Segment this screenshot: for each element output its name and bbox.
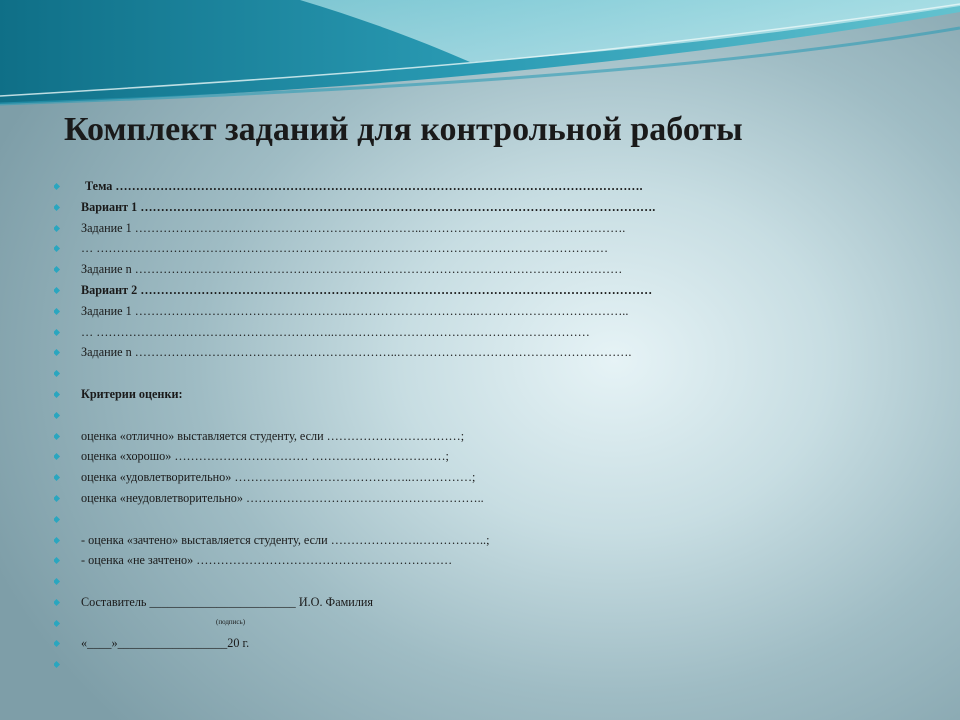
bullet-icon	[54, 599, 60, 606]
list-item	[54, 550, 934, 571]
list-item-text: Задание 1 ……………………………………………………………..……………………………..…………….	[81, 220, 626, 235]
bullet-icon	[54, 640, 60, 647]
list-item-text: - оценка «не зачтено» ………………………………………………………	[81, 553, 453, 568]
bullet-icon	[54, 308, 60, 315]
bullet-icon	[54, 557, 60, 564]
list-item-text: Вариант 1 ……………………………………………………………………………………………………………….	[81, 199, 656, 214]
list-item	[54, 426, 934, 447]
bullet-icon	[54, 370, 60, 377]
list-item	[54, 592, 934, 613]
list-item	[54, 571, 934, 592]
bullet-icon	[54, 266, 60, 273]
list-item-text: Тема ………………………………………………………………………………………………………………….	[85, 179, 643, 193]
list-item	[54, 405, 934, 426]
list-item-text: - оценка «зачтено» выставляется студенту, если ………………….……………..;	[81, 532, 490, 547]
bullet-icon	[54, 516, 60, 523]
list-item-text: оценка «отлично» выставляется студенту, если ……………………………;	[81, 428, 465, 443]
bullet-icon	[54, 204, 60, 211]
bullet-icon	[54, 660, 60, 667]
list-item	[54, 176, 934, 197]
header-wave-decoration	[0, 0, 960, 110]
bullet-icon	[54, 225, 60, 232]
list-item-text: Задание 1 ……………………………………………..…………………………..………………………………..	[81, 303, 629, 318]
bullet-icon	[54, 412, 60, 419]
content-list	[54, 176, 934, 674]
bullet-icon	[54, 391, 60, 398]
list-item	[54, 488, 934, 509]
bullet-icon	[54, 620, 60, 627]
list-item	[54, 238, 934, 259]
list-item-text: Критерии оценки:	[81, 386, 183, 401]
bullet-icon	[54, 287, 60, 294]
list-item	[54, 467, 934, 488]
list-item-text: Вариант 2 ………………………………………………………………………………………………………………	[81, 282, 653, 297]
bullet-icon	[54, 245, 60, 252]
list-item	[54, 259, 934, 280]
list-item-text: оценка «неудовлетворительно» …………………………………………………..	[81, 490, 484, 505]
list-item	[54, 613, 934, 633]
list-item	[54, 280, 934, 301]
list-item-text: Задание n …………………………………………………………………………………………………………	[81, 262, 623, 277]
bullet-icon	[54, 349, 60, 356]
list-item	[54, 363, 934, 384]
list-item-text: … …………………………………………………..………………………………………………………	[81, 324, 590, 339]
list-item	[54, 654, 934, 675]
bullet-icon	[54, 495, 60, 502]
bullet-icon	[54, 578, 60, 585]
list-item	[54, 322, 934, 343]
list-item-text: Составитель ________________________ И.О. Фамилия	[81, 594, 374, 609]
list-item-text: … ………………………………………………………………………………………………………………	[81, 241, 609, 256]
list-item	[54, 301, 934, 322]
list-item	[54, 509, 934, 530]
bullet-icon	[54, 537, 60, 544]
slide-title: Комплект заданий для контрольной работы	[64, 111, 743, 148]
list-item-text: оценка «хорошо» …………………………… ……………………………;	[81, 449, 449, 464]
list-item	[54, 384, 934, 405]
list-item	[54, 446, 934, 467]
list-item	[54, 218, 934, 239]
bullet-icon	[54, 474, 60, 481]
list-item	[54, 197, 934, 218]
bullet-icon	[54, 453, 60, 460]
list-item	[54, 342, 934, 363]
bullet-icon	[54, 433, 60, 440]
bullet-icon	[54, 183, 60, 190]
list-item	[54, 530, 934, 551]
bullet-icon	[54, 329, 60, 336]
list-item-text: оценка «удовлетворительно» ……………………………………..……………;	[81, 470, 476, 485]
list-item	[54, 633, 934, 654]
list-item-text: Задание n ………………………………………………………..………………………………………………….	[81, 345, 632, 360]
list-item-text: (подпись)	[216, 617, 246, 626]
list-item-text: «____»__________________20 г.	[81, 635, 250, 650]
